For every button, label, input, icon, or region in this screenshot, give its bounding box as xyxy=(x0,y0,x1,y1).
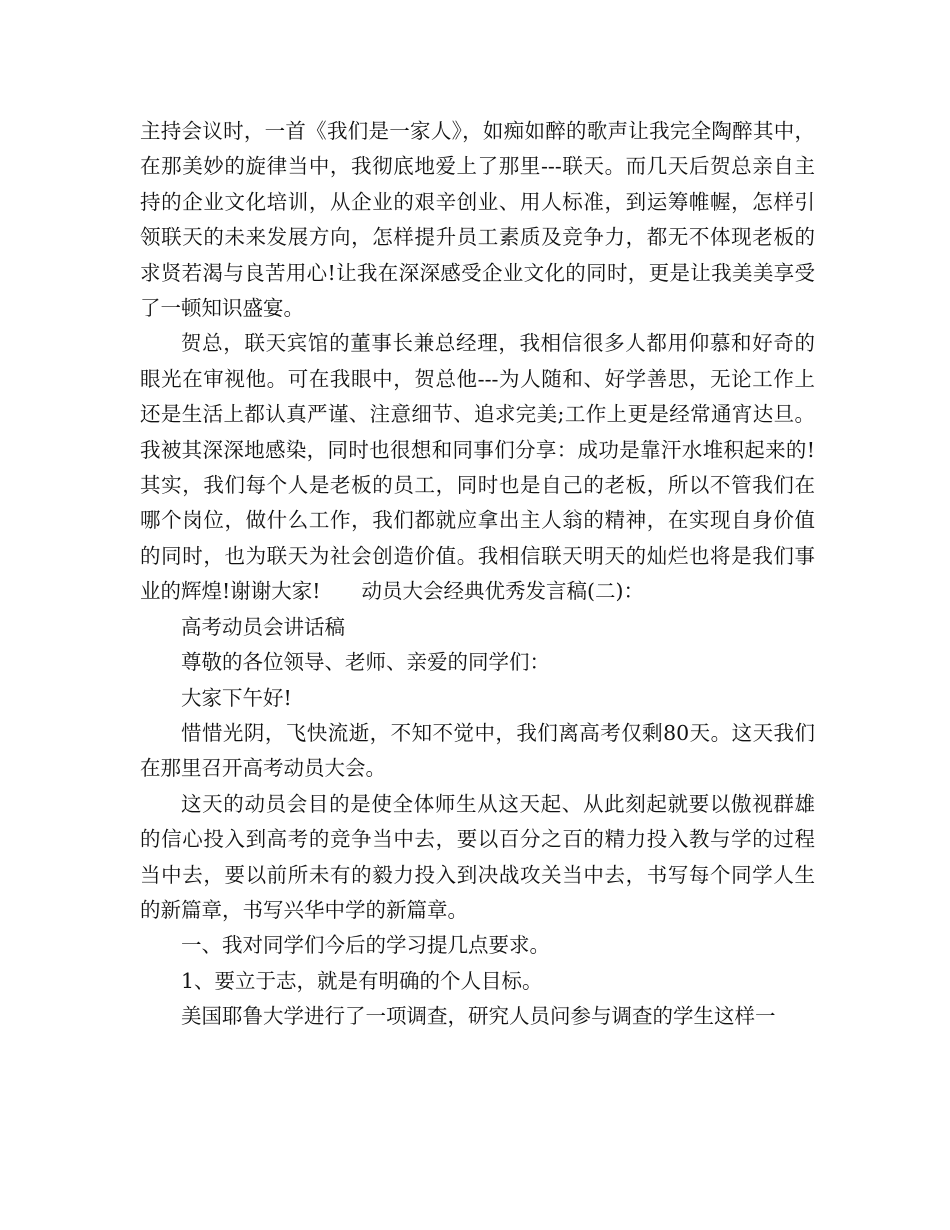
section-heading-requirements: 一、我对同学们今后的学习提几点要求。 xyxy=(181,933,550,958)
speech-salutation: 尊敬的各位领导、老师、亲爱的同学们： xyxy=(181,650,550,675)
speech-title: 高考动员会讲话稿 xyxy=(181,614,345,639)
list-item-ambition: 1、要立于志，就是有明确的个人目标。 xyxy=(181,968,543,993)
paragraph-countdown: 惜惜光阴，飞快流逝，不知不觉中，我们离高考仅剩80天。这天我们在那里召开高考动员大会。 xyxy=(140,720,815,781)
speech-greeting: 大家下午好! xyxy=(181,685,292,710)
paragraph-chairman: 贺总，联天宾馆的董事长兼总经理，我相信很多人都用仰慕和好奇的眼光在审视他。可在我眼中，贺总他---为人随和、好学善思，无论工作上还是生活上都认真严谨、注意细节、追求完美;工作上更是经常通宵达旦。我被其深深地感染，同时也很想和同事们分享：成功是靠汗水堆积起来的!其实，我们每个人是老板的员工，同时也是自己的老板，所以不管我们在哪个岗位，做什么工作，我们都就应拿出主人翁的精神，在实现自身价值的同时，也为联天为社会创造价值。我相信联天明天的灿烂也将是我们事业的辉煌!谢谢大家! 动员大会经典优秀发言稿(二)： xyxy=(140,331,815,604)
document-body xyxy=(140,114,815,1035)
paragraph-opening: 主持会议时，一首《我们是一家人》，如痴如醉的歌声让我完全陶醉其中，在那美妙的旋律当中，我彻底地爱上了那里---联天。而几天后贺总亲自主持的企业文化培训，从企业的艰辛创业、用人标准，到运筹帷幄，怎样引领联天的未来发展方向，怎样提升员工素质及竞争力，都无不体现老板的求贤若渴与良苦用心!让我在深深感受企业文化的同时，更是让我美美享受了一顿知识盛宴。 xyxy=(140,119,815,321)
paragraph-yale-survey: 美国耶鲁大学进行了一项调查，研究人员问参与调查的学生这样一 xyxy=(181,1004,776,1029)
paragraph-purpose: 这天的动员会目的是使全体师生从这天起、从此刻起就要以傲视群雄的信心投入到高考的竞争当中去，要以百分之百的精力投入教与学的过程当中去，要以前所未有的毅力投入到决战攻关当中去，书写每个同学人生的新篇章，书写兴华中学的新篇章。 xyxy=(140,791,815,922)
